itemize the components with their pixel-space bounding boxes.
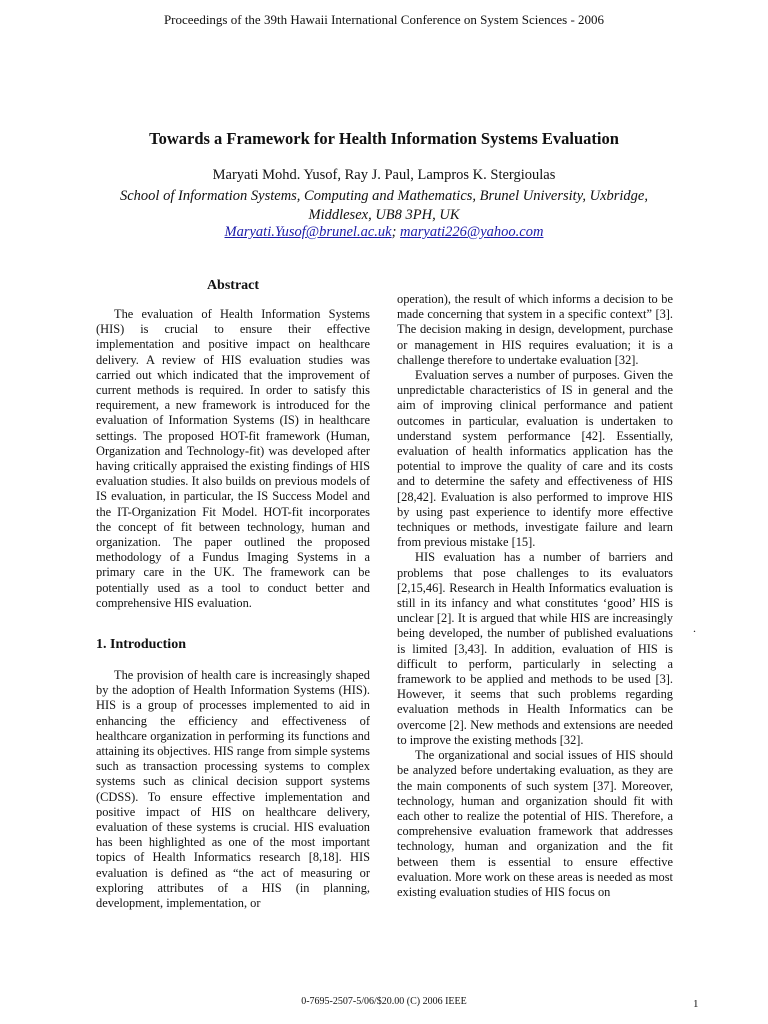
email-line [0,224,768,241]
margin-dot: . [693,621,696,635]
right-paragraph-3: HIS evaluation has a number of barriers and problems that pose challenges to its evaluators [2,15,46]. Research in Health Informatics evaluation is still in its infancy and what constitutes ‘good’ HIS is unclear [2]. It is argued that while HIS are increasingly being developed, the number of published evaluations is limited [3,43]. In addition, evaluation of HIS is difficult to perform, particularly in selecting a framework to be applied and methods to be used [3]. However, it seems that such problems regarding evaluation methods in Health Informatics can be overcome [2]. New methods and extensions are needed to improve the existing methods [32]. [397,550,673,747]
introduction-paragraph: The provision of health care is increasingly shaped by the adoption of Health Information Systems (HIS). HIS is a group of processes implemented to aid in enhancing the efficiency and effectiveness of healthcare organization in performing its functions and attaining its objectives. HIS range from simple systems such as transaction processing systems to complex systems such as clinical decision support systems (CDSS). To ensure effective implementation and positive impact of HIS on healthcare delivery, evaluation of these systems is crucial. HIS evaluation has been highlighted as one of the most important topics of Health Informatics research [8,18]. HIS evaluation is defined as “the act of measuring or exploring attributes of a HIS (in planning, development, implementation, or [96,668,370,911]
page-number: 1 [693,998,699,1010]
introduction-body [96,668,370,911]
right-paragraph-2: Evaluation serves a number of purposes. Given the unpredictable characteristics of IS in general and the aim of improving clinical performance and patient outcomes in particular, evaluation is undertaken to understand system performance [42]. Essentially, evaluation of health informatics application has the potential to improve the quality of care and its costs and to determine the safety and effectiveness of HIS [28,42]. Evaluation is also performed to improve HIS by using past experience to identify more effective techniques or methods, investigate failure and learn from previous mistake [15]. [397,368,673,550]
introduction-heading: 1. Introduction [96,637,186,652]
copyright-footer: 0-7695-2507-5/06/$20.00 (C) 2006 IEEE [301,996,467,1007]
affiliation: School of Information Systems, Computing and Mathematics, Brunel University, Uxbridge, Middlesex, UB8 3PH, UK [120,188,648,223]
right-paragraph-4: The organizational and social issues of HIS should be analyzed before undertaking evaluation, as they are the main components of such system [37]. Moreover, technology, human and organization should fit with each other to realize the potential of HIS. Therefore, a comprehensive evaluation framework that addresses technology, human and organization and the fit between them is essential to ensure effective evaluation. More work on these areas is needed as most existing evaluation studies of HIS focus on [397,748,673,899]
email-link-brunel[interactable]: Maryati.Yusof@brunel.ac.uk [224,224,392,240]
abstract-paragraph: The evaluation of Health Information Systems (HIS) is crucial to ensure their effective implementation and positive impact on healthcare delivery. A review of HIS evaluation studies was carried out which indicated that the improvement of current methods is required. In order to satisfy this requirement, a new framework is introduced for the evaluation of Information Systems (IS) in healthcare settings. The proposed HOT-fit framework (Human, Organization and Technology-fit) was developed after having critically appraised the existing findings of HIS evaluation studies. It also builds on previous models of IS evaluation, in particular, the IS Success Model and the IT-Organization Fit Model. HOT-fit incorporates the concept of fit between technology, human and organization. The paper outlined the proposed methodology of a Fundus Imaging Systems in a primary care in the UK. The framework can be potentially used as a tool to conduct better and comprehensive HIS evaluation. [96,307,370,610]
abstract-body [96,307,370,611]
right-paragraph-1: operation), the result of which informs a decision to be made concerning that system in a specific context” [3]. The decision making in design, development, purchase or management in HIS requires evaluation; it is a challenge therefore to undertake evaluation [32]. [397,292,673,367]
email-link-yahoo[interactable]: maryati226@yahoo.com [400,224,544,240]
abstract-heading: Abstract [206,278,260,293]
email-separator: ; [391,224,401,240]
paper-title: Towards a Framework for Health Information Systems Evaluation [149,129,619,148]
conference-header: Proceedings of the 39th Hawaii International Conference on System Sciences - 2006 [163,12,605,27]
author-list: Maryati Mohd. Yusof, Ray J. Paul, Lampros K. Stergioulas [212,167,556,183]
right-column [397,292,673,900]
